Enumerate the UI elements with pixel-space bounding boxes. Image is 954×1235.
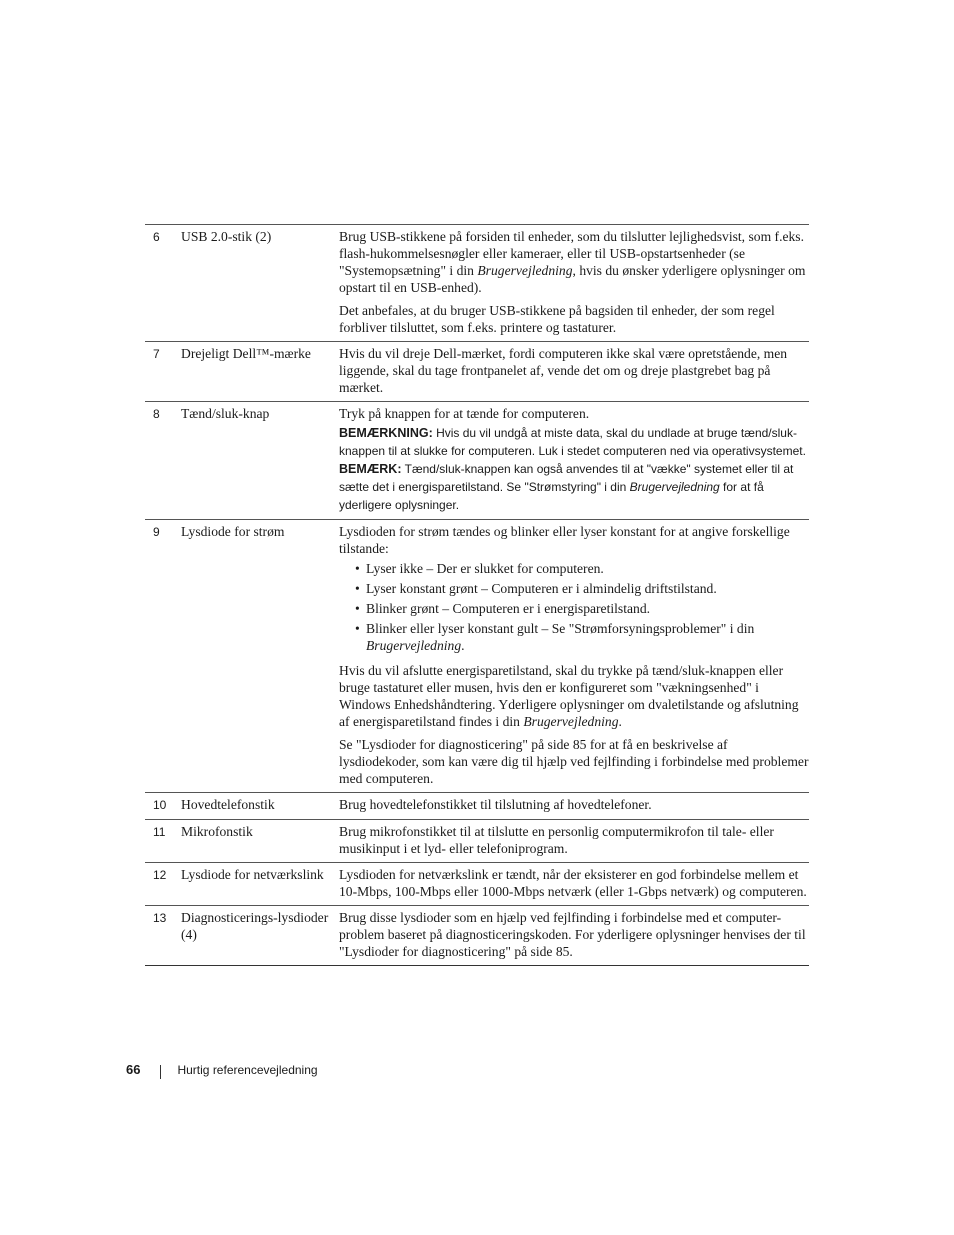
notice-label: BEMÆRKNING: [339, 426, 433, 440]
list-item [355, 620, 809, 654]
guide-reference: Brugervejledning [523, 714, 619, 729]
notice-block [339, 424, 809, 460]
list-item: • Blinker grønt – Computeren er i energisparetilstand. [355, 600, 809, 617]
note-label: BEMÆRK: [339, 462, 402, 476]
item-number: 10 [153, 798, 167, 812]
description-paragraph [339, 662, 809, 730]
note-text: Tænd/sluk-knappen kan også anvendes til at "vække" systemet eller til at sætte det i energisparetilstand. Se "Strømstyring" i din [339, 462, 794, 494]
item-name: Mikrofonstik [181, 824, 253, 839]
description-paragraph: Brug disse lysdioder som en hjælp ved fejlfinding i forbindelse med et computer-problem baseret på diagnosticeringskoden. For yderligere oplysninger henvises der til "Lysdioder for diagnosticering" på side 85. [339, 910, 806, 959]
item-description [339, 228, 809, 336]
item-description [339, 345, 809, 396]
description-paragraph: Det anbefales, at du bruger USB-stikkene på bagsiden til enheder, der som regel forbliver tilsluttet, som f.eks. printere og tastaturer. [339, 303, 775, 335]
text-run: Blinker eller lyser konstant gult – Se "Strømforsyningsproblemer" i din [366, 621, 755, 636]
text-run: . [461, 638, 465, 653]
table-row [145, 793, 809, 820]
table-row [145, 225, 809, 342]
note-block [339, 460, 809, 514]
guide-reference: Brugervejledning [366, 638, 462, 653]
text-run: , hvis du ønsker yderligere oplysninger om opstart til en USB-enhed). [339, 263, 806, 295]
table-row [145, 342, 809, 402]
guide-reference: Brugervejledning [477, 263, 573, 278]
description-paragraph: Lysdioden for strøm tændes og blinker eller lyser konstant for at angive forskellige tilstande: [339, 524, 790, 556]
description-paragraph: Brug hovedtelefonstikket til tilslutning af hovedtelefoner. [339, 797, 652, 812]
page-footer [126, 1062, 318, 1077]
page-number: 66 [126, 1062, 141, 1077]
item-name: Hovedtelefonstik [181, 797, 275, 812]
item-number: 11 [153, 825, 166, 839]
item-description [339, 823, 809, 857]
item-description [339, 866, 809, 900]
description-paragraph: Lysdioden for netværkslink er tændt, når der eksisterer en god forbindelse mellem et 10-Mbps, 100-Mbps eller 1000-Mbps netværk (eller 1-Gbps netværk) og computeren. [339, 867, 807, 899]
item-number: 6 [153, 230, 160, 244]
item-name: Tænd/sluk-knap [181, 406, 270, 421]
table-row [145, 906, 809, 965]
description-paragraph: Brug mikrofonstikket til at tilslutte en personlig computermikrofon til tale- eller musikinput i et lyd- eller telefoniprogram. [339, 824, 774, 856]
table-row [145, 520, 809, 793]
footer-title: Hurtig referencevejledning [177, 1062, 318, 1077]
list-item: • Lyser konstant grønt – Computeren er i almindelig driftstilstand. [355, 580, 809, 597]
item-name: Lysdiode for netværkslink [181, 867, 324, 882]
item-description [339, 909, 809, 960]
description-paragraph: Tryk på knappen for at tænde for computeren. [339, 406, 590, 421]
item-description [339, 796, 809, 814]
table-row [145, 863, 809, 906]
item-name: USB 2.0-stik (2) [181, 229, 272, 244]
item-name: Drejeligt Dell™-mærke [181, 346, 311, 361]
guide-reference: Brugervejledning [629, 480, 720, 494]
item-description [339, 405, 809, 514]
description-paragraph: Hvis du vil dreje Dell-mærket, fordi computeren ikke skal være opretstående, men liggende, skal du tage frontpanelet af, vende det om og dreje plastgrebet bag på mærket. [339, 346, 788, 395]
item-name: Lysdiode for strøm [181, 524, 285, 539]
notice-text: Hvis du vil undgå at miste data, skal du undlade at bruge tænd/sluk-knappen til at slukke for computeren. Luk i stedet computeren ned via operativsystemet. [339, 426, 806, 458]
state-list [339, 560, 809, 654]
item-number: 7 [153, 347, 160, 361]
description-paragraph: Se "Lysdioder for diagnosticering" på side 85 for at få en beskrivelse af lysdiodekoder, som kan være dig til hjælp ved fejlfinding i forbindelse med problemer med computeren. [339, 737, 809, 786]
list-item: • Lyser ikke – Der er slukket for computeren. [355, 560, 809, 577]
footer-divider [160, 1065, 161, 1079]
item-description [339, 523, 809, 787]
text-run: Hvis du vil afslutte energisparetilstand, skal du trykke på tænd/sluk-knappen eller bruge tastaturet eller musen, hvis den er konfigureret som "vækningsenhed" i Windows Enhedshåndtering. Yderligere oplysninger om dvaletilstande og afslutning af energisparetilstand findes i din [339, 663, 799, 729]
item-number: 8 [153, 407, 160, 421]
note-text: for at få yderligere oplysninger. [339, 480, 764, 512]
description-paragraph [339, 228, 809, 296]
item-number: 12 [153, 868, 167, 882]
item-name: Diagnosticerings-lysdioder (4) [181, 910, 329, 942]
item-number: 13 [153, 911, 167, 925]
text-run: . [618, 714, 622, 729]
item-number: 9 [153, 525, 160, 539]
component-table [145, 224, 809, 966]
text-run: Brug USB-stikkene på forsiden til enheder, som du tilslutter lejlighedsvist, som f.eks. flash-hukommelsesnøgler eller kameraer, eller til USB-opstartsenheder (se "Systemopsætning" i din [339, 229, 804, 278]
table-row [145, 820, 809, 863]
table-row [145, 402, 809, 520]
